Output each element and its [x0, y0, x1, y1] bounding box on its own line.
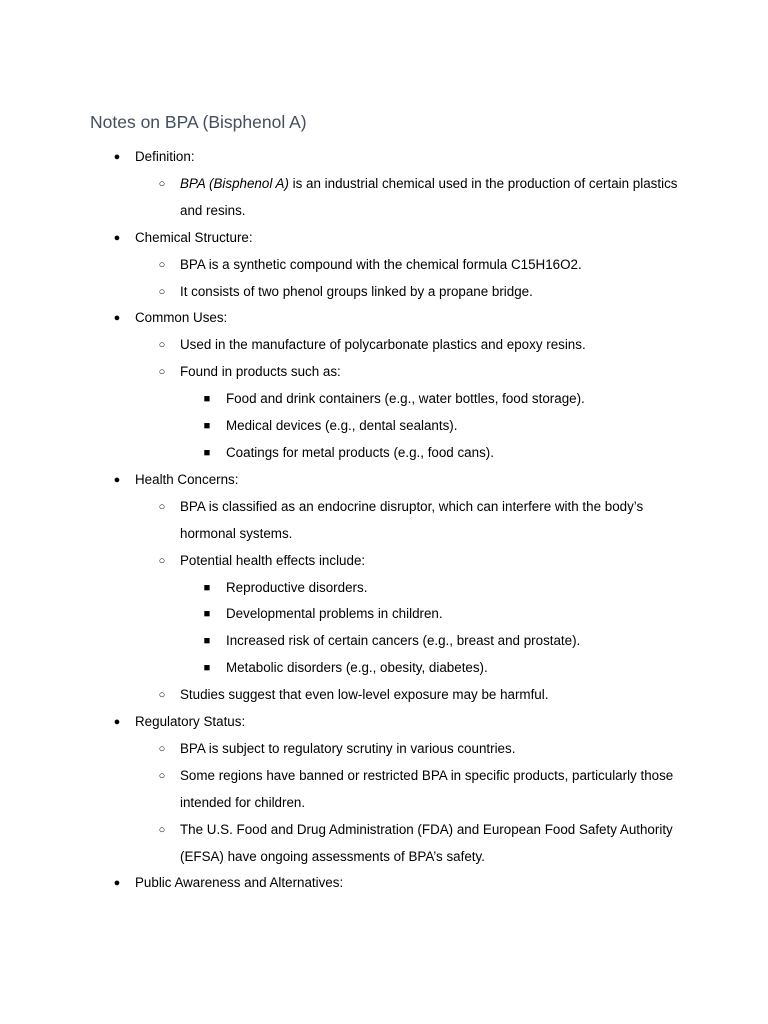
bullet-level-2-icon: ○ [158, 742, 166, 755]
list-item-text: Some regions have banned or restricted BPA in specific products, particularly those intended for children. [180, 767, 674, 810]
bullet-level-2-icon: ○ [158, 769, 166, 782]
list-item-text: BPA is classified as an endocrine disruptor, which can interfere with the body’s hormonal systems. [180, 498, 644, 541]
list-item-text: Food and drink containers (e.g., water bottles, food storage). [226, 391, 585, 407]
list-item-text: Increased risk of certain cancers (e.g., breast and prostate). [226, 633, 581, 649]
list-item-text: BPA is subject to regulatory scrutiny in various countries. [180, 740, 516, 756]
document-title: Notes on BPA (Bisphenol A) [90, 112, 307, 132]
bullet-level-2-icon: ○ [158, 177, 166, 190]
bullet-level-1-icon: ● [113, 231, 121, 244]
list-item-level-2 [0, 332, 768, 359]
list-item-level-2 [0, 736, 768, 763]
bullet-level-1-icon: ● [113, 151, 121, 163]
list-item-level-2 [0, 763, 768, 817]
bullet-level-3-icon: ■ [203, 635, 211, 648]
bullet-level-3-icon: ■ [203, 608, 211, 621]
list-item-level-2 [0, 817, 768, 871]
bullet-level-1-icon: ● [113, 877, 121, 890]
emphasized-term: BPA (Bisphenol A) [180, 175, 289, 191]
list-item-text: Coatings for metal products (e.g., food cans). [226, 444, 494, 460]
list-item-text: Metabolic disorders (e.g., obesity, diabetes). [226, 660, 488, 676]
list-item-level-2 [0, 548, 768, 575]
bullet-level-3-icon: ■ [203, 420, 211, 433]
list-item-text: Definition: [135, 149, 195, 164]
bullet-level-2-icon: ○ [158, 500, 166, 513]
bullet-level-2-icon: ○ [158, 258, 166, 271]
bullet-level-2-icon: ○ [158, 554, 166, 567]
list-item-text: It consists of two phenol groups linked by a propane bridge. [180, 283, 533, 299]
bullet-level-3-icon: ■ [203, 662, 211, 675]
bullet-level-2-icon: ○ [158, 339, 166, 352]
list-item-level-1 [0, 709, 768, 736]
list-item-level-3 [0, 628, 768, 655]
list-item-level-2 [0, 279, 768, 306]
list-item-level-2 [0, 682, 768, 709]
bullet-level-2-icon: ○ [158, 285, 166, 298]
list-item-text: BPA is a synthetic compound with the chemical formula C15H16O2. [180, 256, 582, 272]
list-item-level-3 [0, 655, 768, 682]
list-item-text: Chemical Structure: [135, 229, 253, 245]
bullet-level-3-icon: ■ [203, 446, 211, 459]
list-item-level-2 [0, 252, 768, 279]
list-item-text: Used in the manufacture of polycarbonate plastics and epoxy resins. [180, 337, 586, 353]
notes-list [0, 144, 768, 897]
list-item-rest-text: is an industrial chemical used in the production of certain plastics and resins. [180, 175, 678, 218]
list-item-level-1 [0, 467, 768, 494]
list-item-level-1 [0, 225, 768, 252]
bullet-level-2-icon: ○ [158, 823, 166, 836]
list-item-text: Regulatory Status: [135, 714, 246, 730]
list-item-text: The U.S. Food and Drug Administration (FDA) and European Food Safety Authority (EFSA) have ongoing assessments of BPA’s safety. [180, 821, 673, 864]
bullet-level-1-icon: ● [113, 473, 121, 486]
list-item-text: Health Concerns: [135, 471, 239, 487]
list-item-text: Common Uses: [135, 310, 228, 326]
list-item-level-3 [0, 575, 768, 602]
bullet-level-2-icon: ○ [158, 366, 166, 379]
list-item-level-2 [0, 359, 768, 386]
list-item-text: Medical devices (e.g., dental sealants). [226, 418, 458, 434]
list-item-text: Developmental problems in children. [226, 606, 443, 622]
bullet-level-3-icon: ■ [203, 393, 211, 406]
bullet-level-1-icon: ● [113, 716, 121, 729]
list-item-text: Reproductive disorders. [226, 579, 368, 595]
list-item-level-3 [0, 413, 768, 440]
bullet-level-1-icon: ● [113, 312, 121, 325]
list-item-level-1 [0, 144, 768, 171]
list-item-level-1 [0, 305, 768, 332]
list-item-level-3 [0, 601, 768, 628]
list-item-text: Potential health effects include: [180, 552, 366, 568]
list-item-text: Found in products such as: [180, 364, 341, 380]
list-item-level-2 [0, 494, 768, 548]
list-item-level-1 [0, 870, 768, 897]
list-item-level-2 [0, 171, 768, 225]
list-item-level-3 [0, 440, 768, 467]
list-item-text: Public Awareness and Alternatives: [135, 875, 344, 891]
bullet-level-2-icon: ○ [158, 689, 166, 702]
list-item-level-3 [0, 386, 768, 413]
bullet-level-3-icon: ■ [203, 581, 211, 594]
list-item-text: Studies suggest that even low-level exposure may be harmful. [180, 687, 549, 703]
list-item-text [180, 176, 677, 218]
